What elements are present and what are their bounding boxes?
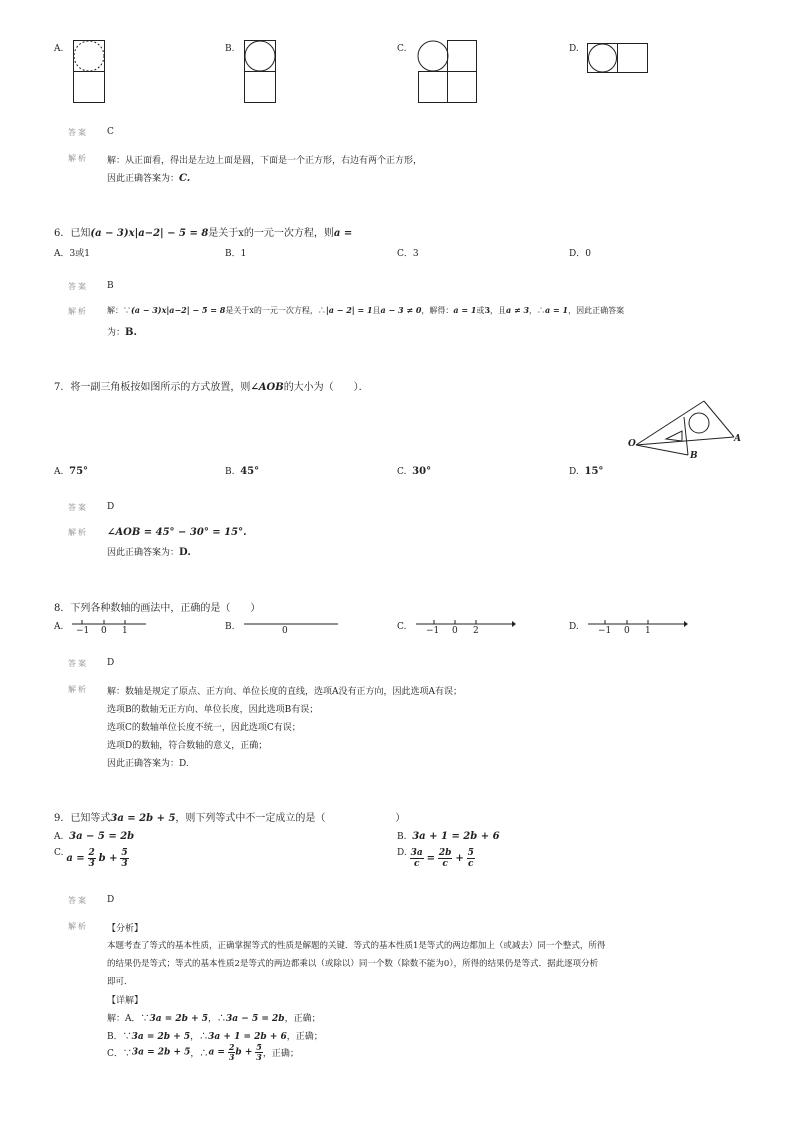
q6-option-c[interactable]: C．3 (397, 249, 419, 259)
q8-axis-d-tick-2: 0 (624, 626, 630, 636)
q7-answer: D (107, 502, 115, 512)
q8-option-c-label[interactable]: C. (397, 622, 407, 632)
q6-analysis-label: 解析 (68, 307, 88, 316)
q8-axis-c-tick-1: −1 (426, 626, 440, 636)
q9-para-line: 本题考查了等式的基本性质，正确掌握等式的性质是解题的关键．等式的基本性质1是等式的两边都加上（或减去）同一个整式，所得 (107, 941, 606, 951)
q5-figure-a (73, 40, 107, 104)
q9-answer: D (107, 895, 115, 905)
q7-option-a[interactable]: A. 75° (54, 466, 89, 477)
q7-analysis-label: 解析 (68, 528, 88, 537)
q5-figure-b (244, 40, 278, 104)
q8-option-a-label[interactable]: A. (54, 622, 64, 632)
q8-analysis-line: 选项B的数轴无正方向、单位长度，因此选项B有误； (107, 705, 319, 715)
q6-answer-label: 答案 (68, 282, 88, 291)
q6-analysis-line2: 为：B. (107, 327, 137, 338)
q8-axis-a-tick-2: 0 (101, 626, 107, 636)
q8-question: 8．下列各种数轴的画法中，正确的是（ ） (54, 603, 261, 614)
q9-detail-b: B．∵3a = 2b + 5，∴3a + 1 = 2b + 6，正确； (107, 1032, 323, 1042)
q7-option-b[interactable]: B. 45° (225, 466, 260, 477)
q5-option-b-label[interactable]: B. (225, 44, 235, 54)
q5-option-c-label[interactable]: C. (397, 44, 407, 54)
q6-question: 6．已知(a − 3)x|a−2| − 5 = 8是关于x的一元一次方程，则a = (54, 228, 353, 239)
q9-section-detail: 【详解】 (107, 996, 144, 1006)
q7-triangle-figure (626, 395, 746, 465)
q8-analysis-line: 解：数轴是规定了原点、正方向、单位长度的直线，选项A没有正方向，因此选项A有误； (107, 687, 463, 697)
q9-option-c[interactable]: C. a = $\frac{2}{3}$ b + $\frac{5}{3}$ (54, 848, 128, 869)
q9-question: 9．已知等式3a = 2b + 5，则下列等式中不一定成立的是（ ） (54, 813, 406, 824)
q7-question: 7．将一副三角板按如图所示的方式放置，则∠AOB的大小为（ ）． (54, 382, 369, 393)
q9-analysis-label: 解析 (68, 922, 88, 931)
q9-detail-c: C．∵3a = 2b + 5，∴a = $\frac{2}{3}$ b + $\frac{5}{3}$ ，正确； (107, 1042, 299, 1062)
q5-figure-c (418, 40, 480, 104)
q6-option-d[interactable]: D．0 (569, 249, 591, 259)
q6-answer: B (107, 281, 114, 291)
q9-answer-label: 答案 (68, 896, 88, 905)
q5-analysis-label: 解析 (68, 154, 88, 163)
q9-option-b[interactable]: B. 3a + 1 = 2b + 6 (397, 831, 500, 842)
q8-axis-a-tick-3: 1 (122, 626, 128, 636)
q5-option-d-label[interactable]: D. (569, 44, 579, 54)
q8-analysis-line: 选项C的数轴单位长度不统一，因此选项C有误； (107, 723, 301, 733)
q6-option-a[interactable]: A．3或1 (54, 249, 90, 259)
q6-analysis-line1: 解：∵(a − 3)x|a−2| − 5 = 8是关于x的一元一次方程，∴|a − 2| = 1且a − 3 ≠ 0，解得：a = 1或3，且a ≠ 3，∴a = 1，因此正确答案 (107, 305, 625, 315)
q8-analysis-line: 因此正确答案为：D. (107, 759, 189, 769)
q5-answer-label: 答案 (68, 128, 88, 137)
q7-analysis-line2: 因此正确答案为：D. (107, 547, 191, 558)
q5-analysis-line1: 解：从正面看，得出是左边上面是圆，下面是一个正方形，右边有两个正方形， (107, 156, 423, 166)
q9-detail-a: 解：A．∵3a = 2b + 5，∴3a − 5 = 2b，正确； (107, 1014, 321, 1024)
q8-axis-d-tick-3: 1 (645, 626, 651, 636)
q9-para-line: 即可． (107, 977, 133, 987)
q5-answer: C (107, 127, 114, 137)
q7-label-a: A (734, 434, 741, 444)
q9-option-a[interactable]: A. 3a − 5 = 2b (54, 831, 135, 842)
q7-label-b: B (690, 451, 698, 461)
q8-option-b-label[interactable]: B. (225, 622, 235, 632)
q8-answer-label: 答案 (68, 659, 88, 668)
q8-analysis-label: 解析 (68, 685, 88, 694)
q8-axis-b (244, 618, 340, 628)
q8-axis-d-tick-1: −1 (598, 626, 612, 636)
q8-axis-b-tick-1: 0 (282, 626, 288, 636)
q8-answer: D (107, 658, 115, 668)
q8-analysis-line: 选项D的数轴，符合数轴的意义，正确； (107, 741, 268, 751)
q5-option-a-label[interactable]: A. (54, 44, 64, 54)
q5-figure-d (587, 43, 649, 75)
q7-option-d[interactable]: D. 15° (569, 466, 604, 477)
q8-axis-c-tick-3: 2 (473, 626, 479, 636)
q9-option-d[interactable]: D. $\frac{3a}{c}$ = $\frac{2b}{c}$ + $\frac{5}{c}$ (397, 848, 474, 869)
q7-analysis-math: ∠AOB = 45° − 30° = 15°. (107, 527, 247, 538)
q5-analysis-line2: 因此正确答案为：C. (107, 173, 191, 184)
q9-section-analysis: 【分析】 (107, 924, 144, 934)
q7-answer-label: 答案 (68, 503, 88, 512)
q8-axis-c-tick-2: 0 (452, 626, 458, 636)
q7-label-o: O (628, 439, 636, 449)
q7-option-c[interactable]: C. 30° (397, 466, 432, 477)
q9-para-line: 的结果仍是等式；等式的基本性质2是等式的两边都乘以（或除以）同一个数（除数不能为0），所得的结果仍是等式．据此逐项分析 (107, 959, 599, 969)
q8-option-d-label[interactable]: D. (569, 622, 579, 632)
q6-option-b[interactable]: B．1 (225, 249, 247, 259)
q8-axis-a-tick-1: −1 (76, 626, 90, 636)
